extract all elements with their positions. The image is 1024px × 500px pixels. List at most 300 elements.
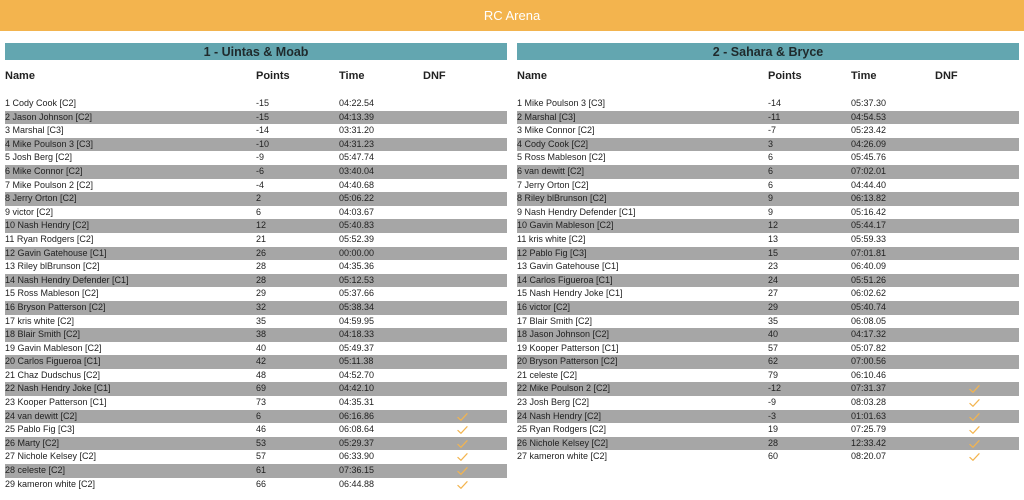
cell-time: 00:00.00	[339, 247, 375, 258]
cell-points: 24	[768, 274, 779, 285]
column-header-dnf: DNF	[935, 70, 958, 82]
cell-dnf	[457, 464, 471, 478]
cell-time: 05:37.66	[339, 288, 375, 299]
table-row	[517, 274, 1019, 288]
cell-time: 05:44.17	[851, 220, 887, 231]
table-row	[5, 219, 507, 233]
cell-name: 6 van dewitt [C2]	[517, 165, 585, 176]
cell-points: -15	[256, 111, 270, 122]
cell-dnf	[457, 179, 471, 193]
table-row	[5, 233, 507, 247]
cell-dnf	[457, 342, 471, 356]
cell-dnf	[969, 396, 983, 410]
cell-points: 28	[768, 437, 779, 448]
table-header	[517, 70, 1019, 84]
cell-points: -7	[768, 125, 777, 136]
cell-time: 07:25.79	[851, 424, 887, 435]
cell-dnf	[969, 151, 983, 165]
cell-name: 1 Mike Poulson 3 [C3]	[517, 98, 606, 108]
cell-dnf	[457, 315, 471, 329]
cell-points: 57	[768, 342, 779, 353]
cell-points: -9	[768, 397, 777, 408]
dnf-check-icon	[457, 452, 468, 462]
cell-time: 04:42.10	[339, 383, 375, 394]
results-list	[5, 97, 507, 491]
cell-dnf	[457, 233, 471, 247]
column-header-time: Time	[851, 70, 877, 82]
cell-dnf	[457, 328, 471, 342]
cell-name: 25 Pablo Fig [C3]	[5, 424, 75, 435]
cell-points: 40	[768, 329, 779, 340]
cell-name: 29 kameron white [C2]	[5, 478, 96, 489]
table-row	[517, 450, 1019, 464]
cell-name: 13 Gavin Gatehouse [C1]	[517, 261, 619, 272]
cell-time: 08:03.28	[851, 397, 887, 408]
cell-name: 8 Jerry Orton [C2]	[5, 193, 77, 204]
cell-name: 2 Jason Johnson [C2]	[5, 111, 93, 122]
cell-dnf	[969, 450, 983, 464]
cell-time: 04:52.70	[339, 369, 375, 380]
cell-points: -11	[768, 111, 781, 122]
cell-points: 73	[256, 397, 267, 408]
table-row	[5, 342, 507, 356]
table-row	[517, 179, 1019, 193]
cell-points: -10	[256, 138, 270, 149]
cell-name: 15 Ross Mableson [C2]	[5, 288, 99, 299]
cell-name: 11 kris white [C2]	[517, 233, 586, 244]
cell-name: 9 Nash Hendry Defender [C1]	[517, 206, 636, 217]
cell-dnf	[457, 165, 471, 179]
cell-time: 06:33.90	[339, 451, 375, 462]
table-row	[5, 355, 507, 369]
cell-dnf	[457, 111, 471, 125]
table-header	[5, 70, 507, 84]
cell-name: 25 Ryan Rodgers [C2]	[517, 424, 607, 435]
cell-name: 12 Gavin Gatehouse [C1]	[5, 247, 107, 258]
cell-name: 16 Bryson Patterson [C2]	[5, 301, 106, 312]
cell-name: 4 Mike Poulson 3 [C3]	[5, 138, 94, 149]
cell-time: 05:07.82	[851, 342, 887, 353]
cell-points: 69	[256, 383, 267, 394]
cell-points: 40	[256, 342, 267, 353]
cell-name: 2 Marshal [C3]	[517, 111, 576, 122]
cell-name: 14 Carlos Figueroa [C1]	[517, 274, 613, 285]
table-row	[517, 301, 1019, 315]
cell-dnf	[457, 396, 471, 410]
cell-dnf	[457, 478, 471, 492]
cell-name: 14 Nash Hendry Defender [C1]	[5, 274, 129, 285]
table-row	[517, 355, 1019, 369]
cell-dnf	[457, 450, 471, 464]
cell-time: 06:10.46	[851, 369, 887, 380]
cell-dnf	[457, 151, 471, 165]
table-row	[517, 396, 1019, 410]
table-row	[5, 437, 507, 451]
cell-points: -14	[768, 98, 782, 108]
table-row	[5, 111, 507, 125]
cell-time: 06:08.05	[851, 315, 887, 326]
cell-points: 57	[256, 451, 267, 462]
cell-time: 03:40.04	[339, 165, 375, 176]
cell-name: 5 Ross Mableson [C2]	[517, 152, 606, 163]
cell-time: 05:12.53	[339, 274, 375, 285]
cell-points: 12	[768, 220, 779, 231]
cell-name: 26 Marty [C2]	[5, 437, 60, 448]
column-header-name: Name	[517, 70, 547, 82]
cell-time: 05:52.39	[339, 233, 375, 244]
cell-time: 04:44.40	[851, 179, 887, 190]
cell-name: 1 Cody Cook [C2]	[5, 98, 77, 108]
cell-time: 05:51.26	[851, 274, 887, 285]
cell-dnf	[969, 437, 983, 451]
table-row	[5, 464, 507, 478]
table-row	[517, 437, 1019, 451]
table-row	[517, 138, 1019, 152]
cell-dnf	[969, 328, 983, 342]
cell-name: 17 kris white [C2]	[5, 315, 75, 326]
cell-time: 07:31.37	[851, 383, 887, 394]
table-row	[5, 287, 507, 301]
cell-dnf	[457, 206, 471, 220]
cell-dnf	[969, 97, 983, 111]
cell-time: 01:01.63	[851, 410, 887, 421]
cell-time: 05:37.30	[851, 98, 887, 108]
cell-dnf	[457, 355, 471, 369]
cell-dnf	[969, 274, 983, 288]
cell-name: 22 Mike Poulson 2 [C2]	[517, 383, 611, 394]
cell-dnf	[969, 301, 983, 315]
cell-name: 13 Riley blBrunson [C2]	[5, 261, 100, 272]
table-row	[5, 301, 507, 315]
table-row	[5, 165, 507, 179]
cell-dnf	[457, 274, 471, 288]
table-row	[5, 328, 507, 342]
cell-time: 06:16.86	[339, 410, 375, 421]
cell-points: 42	[256, 356, 267, 367]
panel-title: 2 - Sahara & Bryce	[517, 43, 1019, 60]
cell-points: 26	[256, 247, 267, 258]
table-row	[517, 247, 1019, 261]
cell-name: 20 Bryson Patterson [C2]	[517, 356, 618, 367]
cell-points: 29	[256, 288, 267, 299]
table-row	[517, 151, 1019, 165]
cell-dnf	[969, 179, 983, 193]
cell-time: 12:33.42	[851, 437, 887, 448]
dnf-check-icon	[457, 439, 468, 449]
cell-time: 05:40.74	[851, 301, 887, 312]
table-row	[5, 450, 507, 464]
cell-points: 35	[256, 315, 267, 326]
cell-time: 06:40.09	[851, 261, 887, 272]
cell-name: 27 Nichole Kelsey [C2]	[5, 451, 97, 462]
cell-dnf	[457, 437, 471, 451]
table-row	[5, 423, 507, 437]
cell-points: 9	[768, 193, 774, 204]
table-row	[5, 97, 507, 111]
cell-name: 27 kameron white [C2]	[517, 451, 608, 462]
cell-time: 05:38.34	[339, 301, 375, 312]
cell-time: 04:35.31	[339, 397, 375, 408]
cell-name: 23 Kooper Patterson [C1]	[5, 397, 107, 408]
cell-points: -6	[256, 165, 265, 176]
cell-dnf	[457, 219, 471, 233]
table-row	[5, 260, 507, 274]
cell-name: 21 Chaz Dudschus [C2]	[5, 369, 101, 380]
cell-dnf	[969, 206, 983, 220]
cell-dnf	[457, 124, 471, 138]
cell-name: 11 Ryan Rodgers [C2]	[5, 233, 94, 244]
cell-name: 7 Mike Poulson 2 [C2]	[5, 179, 94, 190]
panel-title: 1 - Uintas & Moab	[5, 43, 507, 60]
cell-points: 15	[768, 247, 779, 258]
cell-dnf	[969, 233, 983, 247]
cell-time: 07:00.56	[851, 356, 887, 367]
cell-time: 04:13.39	[339, 111, 375, 122]
app-header	[0, 0, 1024, 31]
column-header-points: Points	[256, 70, 290, 82]
cell-points: 79	[768, 369, 779, 380]
cell-time: 05:59.33	[851, 233, 887, 244]
table-row	[517, 165, 1019, 179]
cell-name: 19 Gavin Mableson [C2]	[5, 342, 102, 353]
cell-points: 62	[768, 356, 779, 367]
dnf-check-icon	[969, 398, 980, 408]
cell-name: 12 Pablo Fig [C3]	[517, 247, 587, 258]
cell-points: 12	[256, 220, 267, 231]
table-row	[517, 382, 1019, 396]
cell-time: 04:31.23	[339, 138, 375, 149]
cell-time: 04:17.32	[851, 329, 887, 340]
table-row	[517, 233, 1019, 247]
cell-name: 18 Blair Smith [C2]	[5, 329, 81, 340]
table-row	[517, 423, 1019, 437]
dnf-check-icon	[457, 412, 468, 422]
cell-name: 9 victor [C2]	[5, 206, 54, 217]
cell-time: 05:16.42	[851, 206, 887, 217]
table-row	[517, 192, 1019, 206]
cell-time: 06:02.62	[851, 288, 887, 299]
table-row	[517, 410, 1019, 424]
cell-dnf	[969, 369, 983, 383]
cell-name: 8 Riley blBrunson [C2]	[517, 193, 607, 204]
cell-time: 04:40.68	[339, 179, 375, 190]
cell-points: 60	[768, 451, 779, 462]
cell-time: 07:01.81	[851, 247, 887, 258]
table-row	[5, 369, 507, 383]
cell-points: 6	[256, 206, 262, 217]
cell-dnf	[969, 138, 983, 152]
cell-points: 61	[256, 465, 267, 476]
dnf-check-icon	[457, 425, 468, 435]
dnf-check-icon	[969, 439, 980, 449]
cell-name: 17 Blair Smith [C2]	[517, 315, 593, 326]
cell-time: 05:11.38	[339, 356, 374, 367]
cell-points: 19	[768, 424, 779, 435]
dnf-check-icon	[969, 425, 980, 435]
table-row	[517, 219, 1019, 233]
cell-points: 46	[256, 424, 267, 435]
cell-points: 3	[768, 138, 774, 149]
cell-dnf	[457, 423, 471, 437]
cell-time: 04:22.54	[339, 98, 375, 108]
results-panel-2	[517, 43, 1019, 464]
cell-time: 05:23.42	[851, 125, 887, 136]
cell-dnf	[457, 260, 471, 274]
cell-name: 5 Josh Berg [C2]	[5, 152, 73, 163]
cell-name: 21 celeste [C2]	[517, 369, 578, 380]
table-row	[517, 97, 1019, 111]
table-row	[517, 328, 1019, 342]
cell-points: 38	[256, 329, 267, 340]
cell-dnf	[457, 97, 471, 111]
table-row	[5, 382, 507, 396]
cell-points: 23	[768, 261, 779, 272]
cell-name: 18 Jason Johnson [C2]	[517, 329, 610, 340]
table-row	[5, 410, 507, 424]
cell-name: 16 victor [C2]	[517, 301, 571, 312]
cell-time: 06:44.88	[339, 478, 375, 489]
dnf-check-icon	[457, 480, 468, 490]
cell-name: 4 Cody Cook [C2]	[517, 138, 589, 149]
cell-name: 24 van dewitt [C2]	[5, 410, 78, 421]
cell-name: 3 Mike Connor [C2]	[517, 125, 595, 136]
cell-name: 26 Nichole Kelsey [C2]	[517, 437, 609, 448]
cell-points: 27	[768, 288, 779, 299]
cell-points: 28	[256, 261, 267, 272]
cell-time: 04:54.53	[851, 111, 887, 122]
cell-points: 6	[768, 179, 774, 190]
table-row	[5, 247, 507, 261]
cell-dnf	[969, 382, 983, 396]
table-row	[5, 138, 507, 152]
cell-points: -4	[256, 179, 265, 190]
app-title: RC Arena	[483, 8, 541, 23]
cell-points: 13	[768, 233, 779, 244]
cell-name: 15 Nash Hendry Joke [C1]	[517, 288, 623, 299]
results-panel-1	[5, 43, 507, 491]
cell-dnf	[457, 192, 471, 206]
cell-time: 03:31.20	[339, 125, 375, 136]
cell-points: -14	[256, 125, 270, 136]
column-header-dnf: DNF	[423, 70, 446, 82]
cell-dnf	[969, 315, 983, 329]
dnf-check-icon	[969, 412, 980, 422]
dnf-check-icon	[969, 452, 980, 462]
table-row	[5, 192, 507, 206]
table-row	[5, 396, 507, 410]
cell-points: 6	[256, 410, 262, 421]
cell-points: 48	[256, 369, 267, 380]
cell-dnf	[457, 287, 471, 301]
table-row	[5, 151, 507, 165]
cell-time: 04:03.67	[339, 206, 375, 217]
cell-dnf	[969, 165, 983, 179]
cell-dnf	[969, 342, 983, 356]
cell-name: 6 Mike Connor [C2]	[5, 165, 83, 176]
table-row	[517, 260, 1019, 274]
table-row	[517, 287, 1019, 301]
cell-dnf	[457, 301, 471, 315]
results-list	[517, 97, 1019, 464]
cell-points: -3	[768, 410, 777, 421]
cell-time: 04:18.33	[339, 329, 375, 340]
cell-points: 6	[768, 152, 774, 163]
cell-points: 29	[768, 301, 779, 312]
cell-points: -15	[256, 98, 270, 108]
cell-name: 3 Marshal [C3]	[5, 125, 64, 136]
cell-dnf	[969, 219, 983, 233]
column-header-points: Points	[768, 70, 802, 82]
cell-time: 04:59.95	[339, 315, 375, 326]
cell-dnf	[457, 247, 471, 261]
dnf-check-icon	[969, 384, 980, 394]
table-row	[5, 206, 507, 220]
cell-name: 22 Nash Hendry Joke [C1]	[5, 383, 111, 394]
cell-time: 07:36.15	[339, 465, 375, 476]
cell-name: 10 Nash Hendry [C2]	[5, 220, 90, 231]
cell-points: 32	[256, 301, 267, 312]
table-row	[517, 111, 1019, 125]
column-header-name: Name	[5, 70, 35, 82]
column-header-time: Time	[339, 70, 365, 82]
cell-dnf	[969, 423, 983, 437]
cell-name: 19 Kooper Patterson [C1]	[517, 342, 619, 353]
cell-time: 05:06.22	[339, 193, 375, 204]
cell-points: 35	[768, 315, 779, 326]
table-row	[517, 315, 1019, 329]
cell-time: 05:49.37	[339, 342, 375, 353]
table-row	[5, 124, 507, 138]
cell-time: 06:08.64	[339, 424, 375, 435]
cell-dnf	[969, 260, 983, 274]
cell-name: 24 Nash Hendry [C2]	[517, 410, 602, 421]
cell-dnf	[457, 410, 471, 424]
cell-name: 10 Gavin Mableson [C2]	[517, 220, 614, 231]
table-row	[517, 124, 1019, 138]
cell-time: 05:29.37	[339, 437, 375, 448]
cell-points: 66	[256, 478, 267, 489]
table-row	[517, 342, 1019, 356]
cell-dnf	[969, 124, 983, 138]
cell-dnf	[969, 111, 983, 125]
cell-time: 04:35.36	[339, 261, 375, 272]
table-row	[5, 315, 507, 329]
cell-dnf	[457, 369, 471, 383]
cell-dnf	[969, 410, 983, 424]
table-row	[5, 179, 507, 193]
cell-points: 9	[768, 206, 774, 217]
cell-time: 05:45.76	[851, 152, 887, 163]
cell-time: 08:20.07	[851, 451, 887, 462]
cell-dnf	[969, 355, 983, 369]
table-row	[517, 369, 1019, 383]
cell-dnf	[457, 138, 471, 152]
table-row	[5, 274, 507, 288]
cell-dnf	[969, 287, 983, 301]
cell-points: -9	[256, 152, 265, 163]
cell-points: 28	[256, 274, 267, 285]
cell-time: 05:47.74	[339, 152, 375, 163]
cell-points: 2	[256, 193, 262, 204]
cell-dnf	[457, 382, 471, 396]
cell-time: 05:40.83	[339, 220, 375, 231]
cell-time: 06:13.82	[851, 193, 887, 204]
cell-time: 07:02.01	[851, 165, 887, 176]
cell-time: 04:26.09	[851, 138, 887, 149]
cell-name: 23 Josh Berg [C2]	[517, 397, 590, 408]
cell-points: 21	[256, 233, 267, 244]
cell-dnf	[969, 247, 983, 261]
